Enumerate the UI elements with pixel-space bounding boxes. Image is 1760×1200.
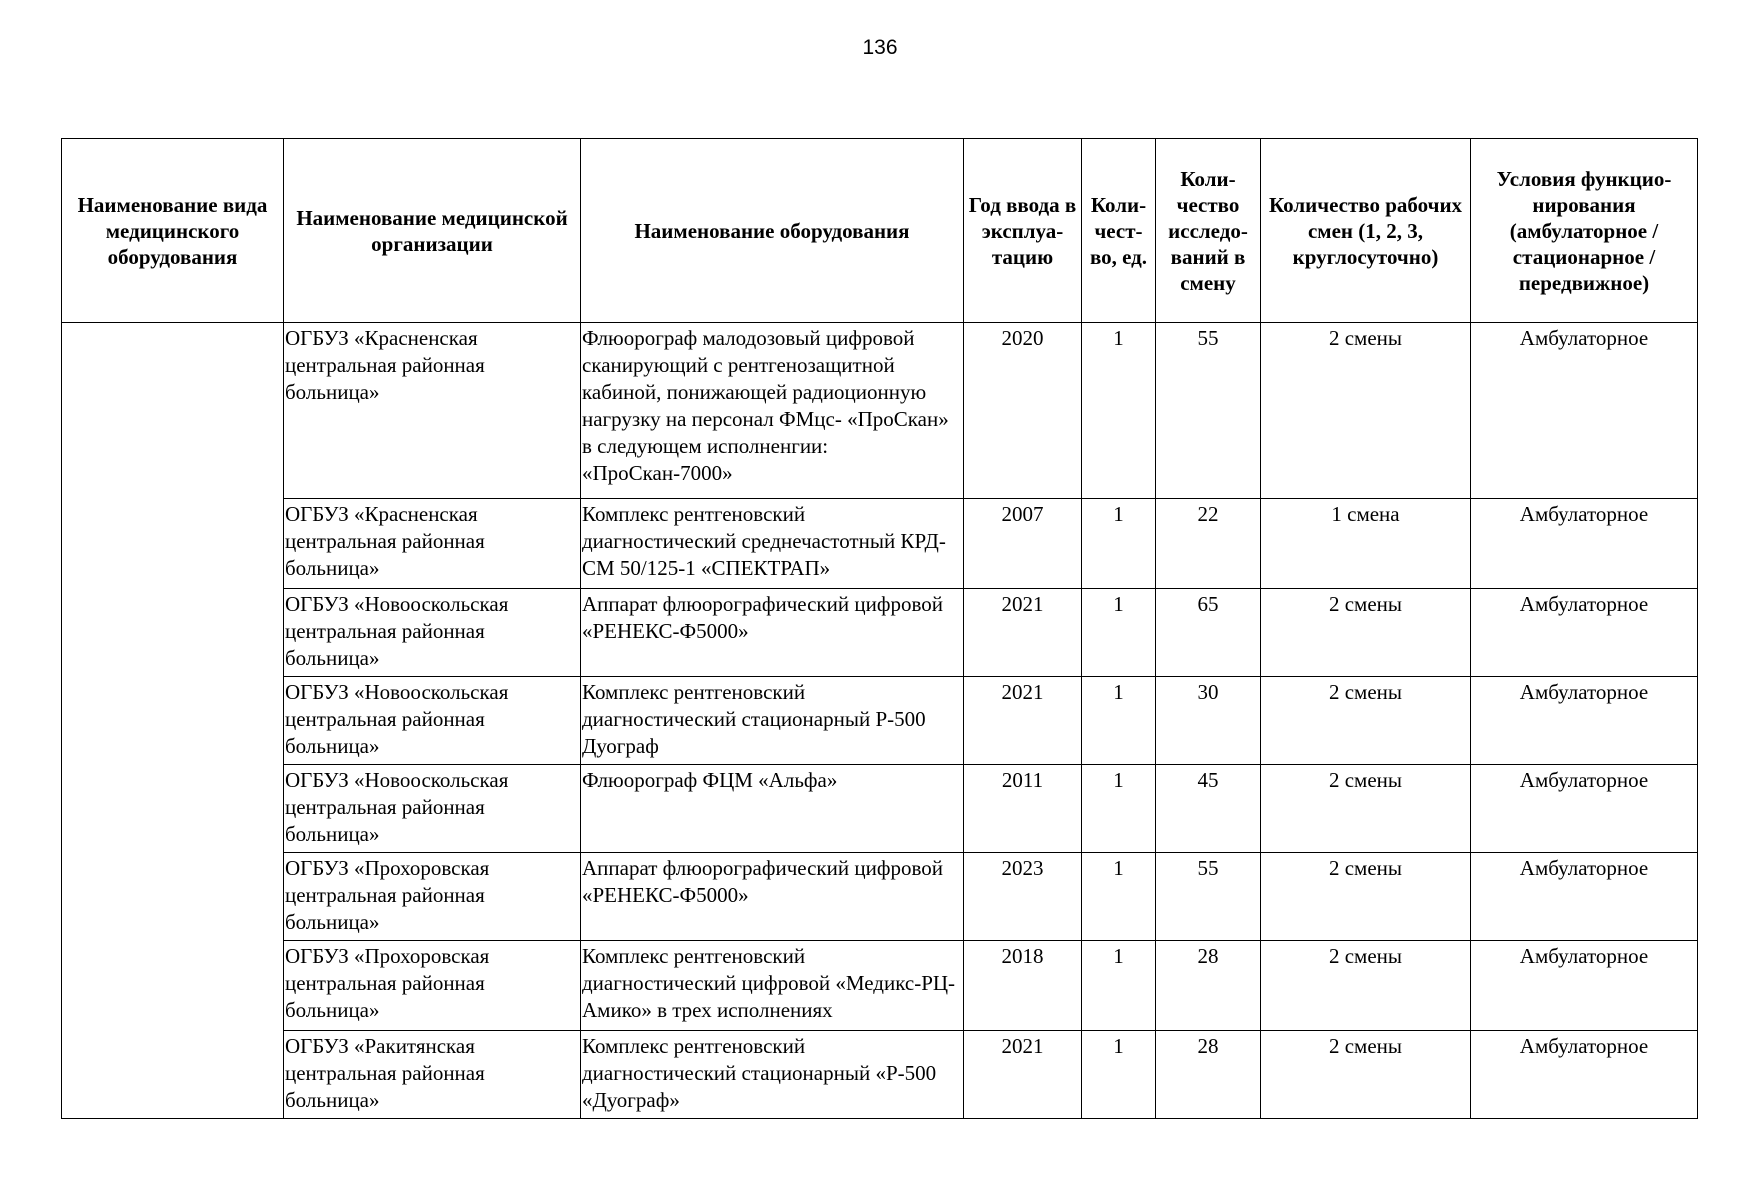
per-shift-cell: 65 [1156, 589, 1261, 677]
per-shift-cell: 28 [1156, 941, 1261, 1031]
equipment-cell: Флюорограф малодозовый цифровой сканирующий с рентгенозащитной кабиной, понижающей радиоционную нагрузку на персонал ФМцс- «ПроСкан» в следующем исполненгии: «ПроСкан-7000» [581, 323, 964, 499]
per-shift-cell: 55 [1156, 323, 1261, 499]
year-cell: 2018 [964, 941, 1082, 1031]
table-row [62, 677, 1698, 765]
conditions-cell: Амбулаторное [1471, 589, 1698, 677]
table-row [62, 1031, 1698, 1119]
qty-cell: 1 [1082, 677, 1156, 765]
year-cell: 2021 [964, 1031, 1082, 1119]
per-shift-cell: 30 [1156, 677, 1261, 765]
header-quantity: Коли-чест-во, ед. [1082, 139, 1156, 323]
conditions-cell: Амбулаторное [1471, 323, 1698, 499]
table-row [62, 589, 1698, 677]
shifts-cell: 1 смена [1261, 499, 1471, 589]
year-cell: 2020 [964, 323, 1082, 499]
header-shifts: Количество рабочих смен (1, 2, 3, круглосуточно) [1261, 139, 1471, 323]
equipment-type-cell [62, 323, 284, 1119]
header-row [62, 139, 1698, 323]
qty-cell: 1 [1082, 765, 1156, 853]
org-cell: ОГБУЗ «Красненская центральная районная больница» [284, 499, 581, 589]
org-cell: ОГБУЗ «Прохоровская центральная районная больница» [284, 941, 581, 1031]
year-cell: 2011 [964, 765, 1082, 853]
org-cell: ОГБУЗ «Новооскольская центральная районная больница» [284, 765, 581, 853]
shifts-cell: 2 смены [1261, 677, 1471, 765]
equipment-cell: Комплекс рентгеновский диагностический стационарный Р-500 Дуограф [581, 677, 964, 765]
conditions-cell: Амбулаторное [1471, 677, 1698, 765]
org-cell: ОГБУЗ «Ракитянская центральная районная больница» [284, 1031, 581, 1119]
header-conditions: Условия функцио-нирования (амбулаторное / стационарное / передвижное) [1471, 139, 1698, 323]
header-studies-per-shift: Коли-чество исследо-ваний в смену [1156, 139, 1261, 323]
year-cell: 2021 [964, 589, 1082, 677]
per-shift-cell: 28 [1156, 1031, 1261, 1119]
conditions-cell: Амбулаторное [1471, 499, 1698, 589]
org-cell: ОГБУЗ «Красненская центральная районная больница» [284, 323, 581, 499]
year-cell: 2023 [964, 853, 1082, 941]
equipment-table [61, 138, 1698, 1119]
shifts-cell: 2 смены [1261, 323, 1471, 499]
org-cell: ОГБУЗ «Новооскольская центральная районная больница» [284, 677, 581, 765]
header-equipment-type: Наименование вида медицинского оборудования [62, 139, 284, 323]
org-cell: ОГБУЗ «Новооскольская центральная районная больница» [284, 589, 581, 677]
qty-cell: 1 [1082, 499, 1156, 589]
qty-cell: 1 [1082, 853, 1156, 941]
per-shift-cell: 45 [1156, 765, 1261, 853]
table-row [62, 941, 1698, 1031]
equipment-cell: Аппарат флюорографический цифровой «РЕНЕКС-Ф5000» [581, 589, 964, 677]
shifts-cell: 2 смены [1261, 589, 1471, 677]
conditions-cell: Амбулаторное [1471, 853, 1698, 941]
per-shift-cell: 55 [1156, 853, 1261, 941]
table-row [62, 499, 1698, 589]
qty-cell: 1 [1082, 323, 1156, 499]
shifts-cell: 2 смены [1261, 853, 1471, 941]
table-row [62, 765, 1698, 853]
header-organization: Наименование медицинской организации [284, 139, 581, 323]
equipment-cell: Флюорограф ФЦМ «Альфа» [581, 765, 964, 853]
shifts-cell: 2 смены [1261, 941, 1471, 1031]
year-cell: 2021 [964, 677, 1082, 765]
equipment-cell: Комплекс рентгеновский диагностический среднечастотный КРД-СМ 50/125-1 «СПЕКТРАП» [581, 499, 964, 589]
table-row [62, 323, 1698, 499]
header-year: Год ввода в эксплуа-тацию [964, 139, 1082, 323]
year-cell: 2007 [964, 499, 1082, 589]
qty-cell: 1 [1082, 589, 1156, 677]
page-number: 136 [862, 36, 898, 59]
shifts-cell: 2 смены [1261, 1031, 1471, 1119]
table-row [62, 853, 1698, 941]
conditions-cell: Амбулаторное [1471, 1031, 1698, 1119]
shifts-cell: 2 смены [1261, 765, 1471, 853]
conditions-cell: Амбулаторное [1471, 765, 1698, 853]
equipment-cell: Комплекс рентгеновский диагностический цифровой «Медикс-РЦ-Амико» в трех исполнениях [581, 941, 964, 1031]
per-shift-cell: 22 [1156, 499, 1261, 589]
qty-cell: 1 [1082, 1031, 1156, 1119]
header-equipment-name: Наименование оборудования [581, 139, 964, 323]
qty-cell: 1 [1082, 941, 1156, 1031]
org-cell: ОГБУЗ «Прохоровская центральная районная больница» [284, 853, 581, 941]
conditions-cell: Амбулаторное [1471, 941, 1698, 1031]
equipment-cell: Комплекс рентгеновский диагностический стационарный «Р-500 «Дуограф» [581, 1031, 964, 1119]
equipment-cell: Аппарат флюорографический цифровой «РЕНЕКС-Ф5000» [581, 853, 964, 941]
